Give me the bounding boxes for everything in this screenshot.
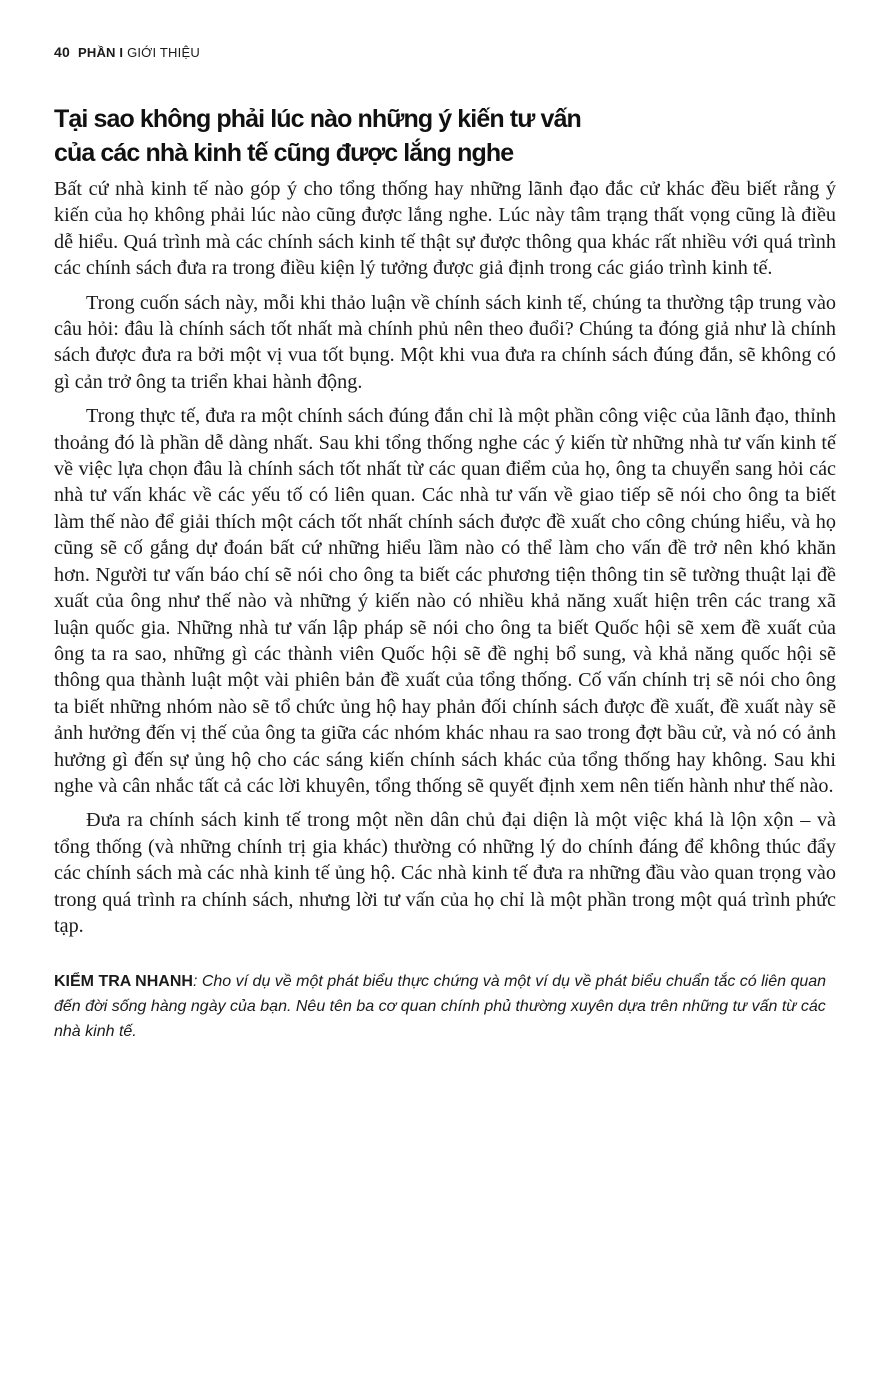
quick-check-label: KIỂM TRA NHANH: [54, 973, 193, 991]
paragraph-3: Trong thực tế, đưa ra một chính sách đúng đắn chỉ là một phần công việc của lãnh đạo, thỉnh thoảng đó là phần dễ dàng nhất. Sau khi tổng thống nghe các ý kiến từ những nhà tư vấn kinh tế về việc lựa chọn đâu là chính sách tốt nhất từ các quan điểm của họ, ông ta chuyển sang hỏi các nhà tư vấn khác về các yếu tố có liên quan. Các nhà tư vấn về giao tiếp sẽ nói cho ông ta biết làm thế nào để giải thích một cách tốt nhất chính sách được đề xuất cho công chúng hiểu, và họ cũng sẽ cố gắng dự đoán bất cứ những hiểu lầm nào có thể làm cho vấn đề trở nên khó khăn hơn. Người tư vấn báo chí sẽ nói cho ông ta biết các phương tiện thông tin sẽ tường thuật lại đề xuất của ông như thế nào và những ý kiến nào có nhiều khả năng xuất hiện trên các trang xã luận quốc gia. Những nhà tư vấn lập pháp sẽ nói cho ông ta biết Quốc hội sẽ xem đề xuất của ông ta ra sao, những gì các thành viên Quốc hội sẽ đề nghị bổ sung, và khả năng quốc hội sẽ thông qua thành luật một vài phiên bản đề xuất của tổng thống. Cố vấn chính trị sẽ nói cho ông ta biết những nhóm nào sẽ tổ chức ủng hộ hay phản đối chính sách được đề xuất, đề xuất này sẽ ảnh hưởng đến vị thế của ông ta giữa các nhóm khác nhau ra sao trong đợt bầu cử, và nó có ảnh hưởng gì đến sự ủng hộ cho các sáng kiến chính sách khác của tổng thống hay không. Sau khi nghe và cân nhắc tất cả các lời khuyên, tổng thống sẽ quyết định xem nên tiến hành như thế nào.: [54, 405, 836, 797]
page-number: 40: [54, 44, 70, 60]
quick-check-box: [54, 969, 836, 1044]
section-title: [54, 102, 836, 170]
section-title-line-1: Tại sao không phải lúc nào những ý kiến tư vấn: [54, 105, 581, 133]
quick-check-text: Cho ví dụ về một phát biểu thực chứng và một ví dụ về phát biểu chuẩn tắc có liên quan đến đời sống hàng ngày của bạn. Nêu tên ba cơ quan chính phủ thường xuyên dựa trên những tư vấn từ các nhà kinh tế.: [54, 973, 827, 1041]
part-label: PHẦN I: [77, 45, 124, 60]
running-header: [54, 44, 836, 64]
paragraph-4: Đưa ra chính sách kinh tế trong một nền dân chủ đại diện là một việc khá là lộn xộn – và tổng thống (và những chính trị gia khác) thường có những lý do chính đáng để không thúc đẩy các chính sách mà các nhà kinh tế ủng hộ. Các nhà kinh tế đưa ra những đầu vào quan trọng vào trong quá trình ra chính sách, nhưng lời tư vấn của họ chỉ là một phần trong một quá trình phức tạp.: [54, 809, 836, 937]
paragraph-2: Trong cuốn sách này, mỗi khi thảo luận về chính sách kinh tế, chúng ta thường tập trung vào câu hỏi: đâu là chính sách tốt nhất mà chính phủ nên theo đuổi? Chúng ta đóng giả như là chính sách được đưa ra bởi một vị vua tốt bụng. Một khi vua đưa ra chính sách đúng đắn, sẽ không có gì cản trở ông ta triển khai hành động.: [54, 291, 836, 393]
quick-check-separator: :: [192, 973, 198, 991]
body-text: [54, 176, 836, 939]
section-title-line-2: của các nhà kinh tế cũng được lắng nghe: [54, 139, 514, 167]
section-label: GIỚI THIỆU: [127, 45, 200, 60]
book-page: [54, 44, 836, 1044]
paragraph-1: Bất cứ nhà kinh tế nào góp ý cho tổng thống hay những lãnh đạo đắc cử khác đều biết rằng ý kiến của họ không phải lúc nào cũng được lắng nghe. Lúc này tâm trạng thất vọng cũng là điều dễ hiểu. Quá trình mà các chính sách kinh tế thật sự được thông qua khác rất nhiều với quá trình các chính sách đưa ra trong điều kiện lý tưởng được giả định trong các giáo trình kinh tế.: [54, 178, 836, 280]
